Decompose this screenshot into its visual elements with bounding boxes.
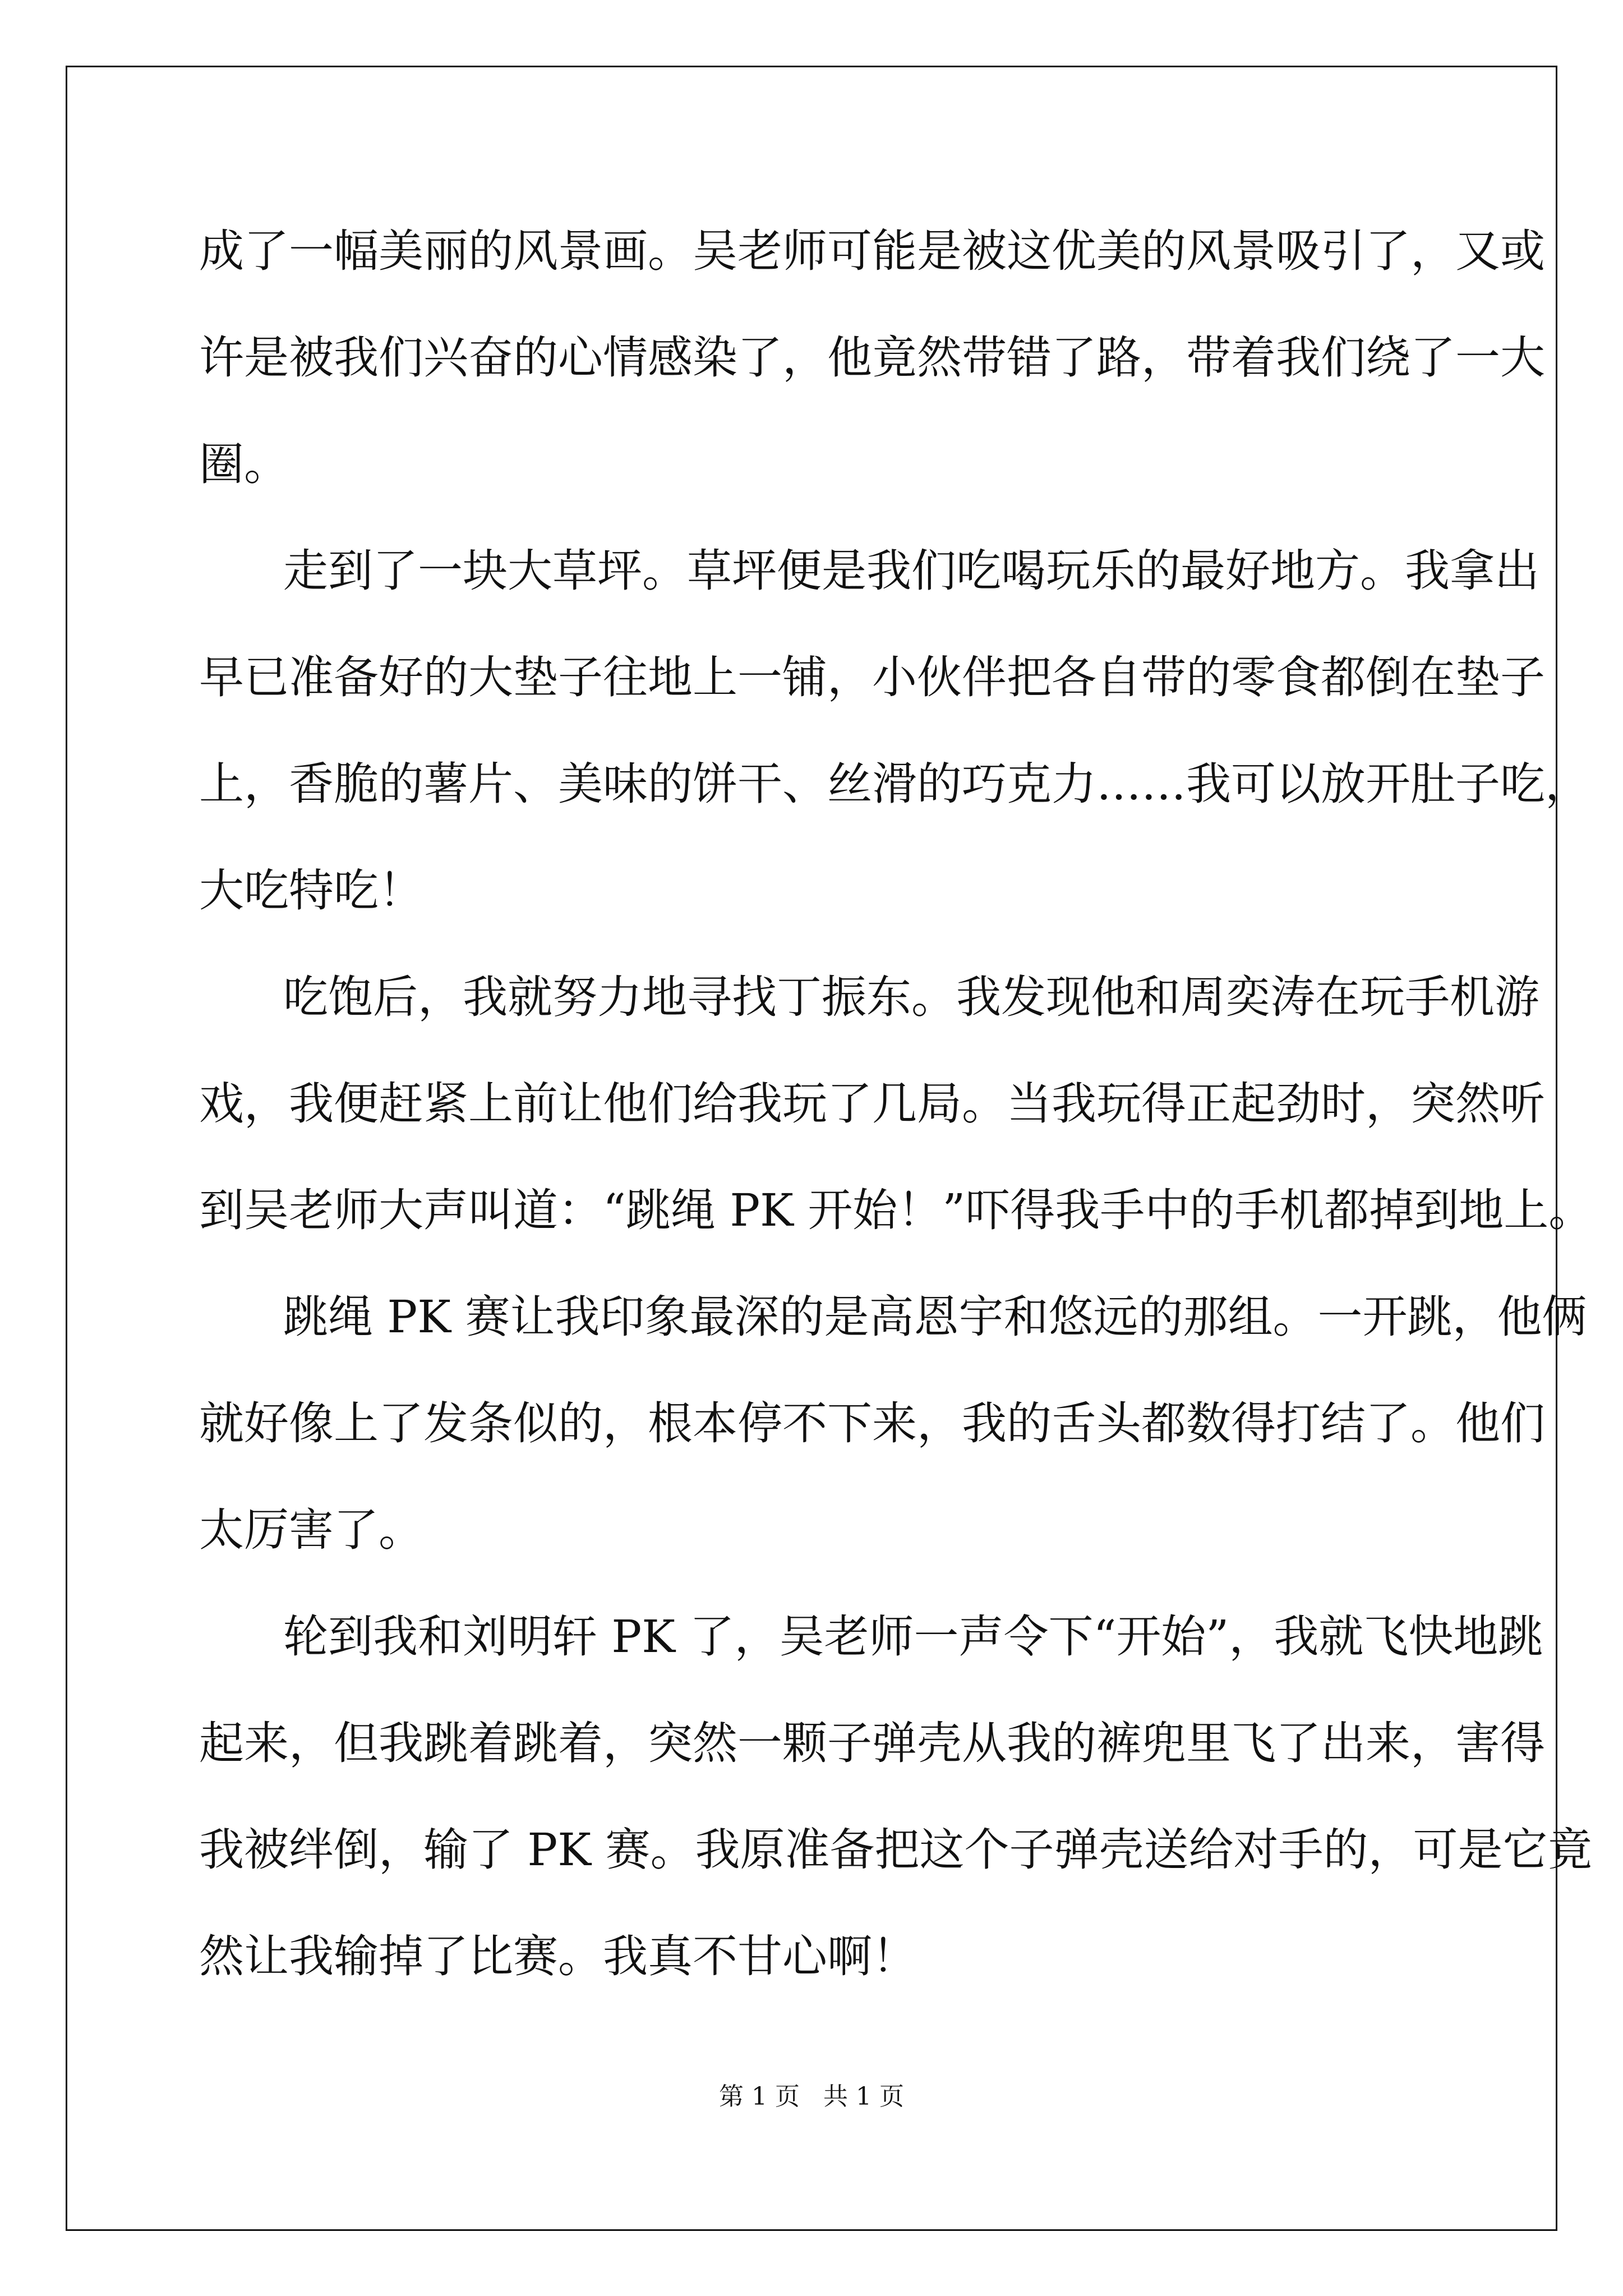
text-line: 起来，但我跳着跳着，突然一颗子弹壳从我的裤兜里飞了出来，害得 [199, 1717, 1545, 1769]
text-line: 成了一幅美丽的风景画。吴老师可能是被这优美的风景吸引了，又或 [199, 225, 1545, 277]
total-pages: 共 1 页 [823, 2082, 904, 2111]
text-line: 上，香脆的薯片、美味的饼干、丝滑的巧克力……我可以放开肚子吃， [199, 758, 1590, 810]
text-line: 我被绊倒，输了 PK 赛。我原准备把这个子弹壳送给对手的，可是它竟 [199, 1824, 1593, 1876]
paragraph-start-line: 跳绳 PK 赛让我印象最深的是高恩宇和悠远的那组。一开跳，他俩 [283, 1291, 1587, 1343]
paragraph-start-line: 吃饱后，我就努力地寻找丁振东。我发现他和周奕涛在玩手机游 [283, 971, 1539, 1023]
text-line: 圈。 [199, 438, 289, 490]
paragraph-start-line: 走到了一块大草坪。草坪便是我们吃喝玩乐的最好地方。我拿出 [283, 545, 1539, 597]
document-body [199, 208, 1594, 2019]
text-line: 大吃特吃！ [199, 864, 423, 917]
text-line: 到吴老师大声叫道：“跳绳 PK 开始！”吓得我手中的手机都掉到地上。 [199, 1184, 1594, 1236]
page-number: 第 1 页 [719, 2082, 800, 2111]
page-footer [0, 2080, 1623, 2114]
text-line: 就好像上了发条似的，根本停不下来，我的舌头都数得打结了。他们 [199, 1397, 1545, 1450]
paragraph-start-line: 轮到我和刘明轩 PK 了，吴老师一声令下“开始”，我就飞快地跳 [283, 1611, 1543, 1663]
text-line: 戏，我便赶紧上前让他们给我玩了几局。当我玩得正起劲时，突然听 [199, 1078, 1545, 1130]
text-line: 许是被我们兴奋的心情感染了，他竟然带错了路，带着我们绕了一大 [199, 332, 1545, 384]
text-line: 然让我输掉了比赛。我真不甘心啊！ [199, 1930, 917, 1982]
text-line: 太厉害了。 [199, 1504, 423, 1556]
text-line: 早已准备好的大垫子往地上一铺，小伙伴把各自带的零食都倒在垫子 [199, 651, 1545, 703]
